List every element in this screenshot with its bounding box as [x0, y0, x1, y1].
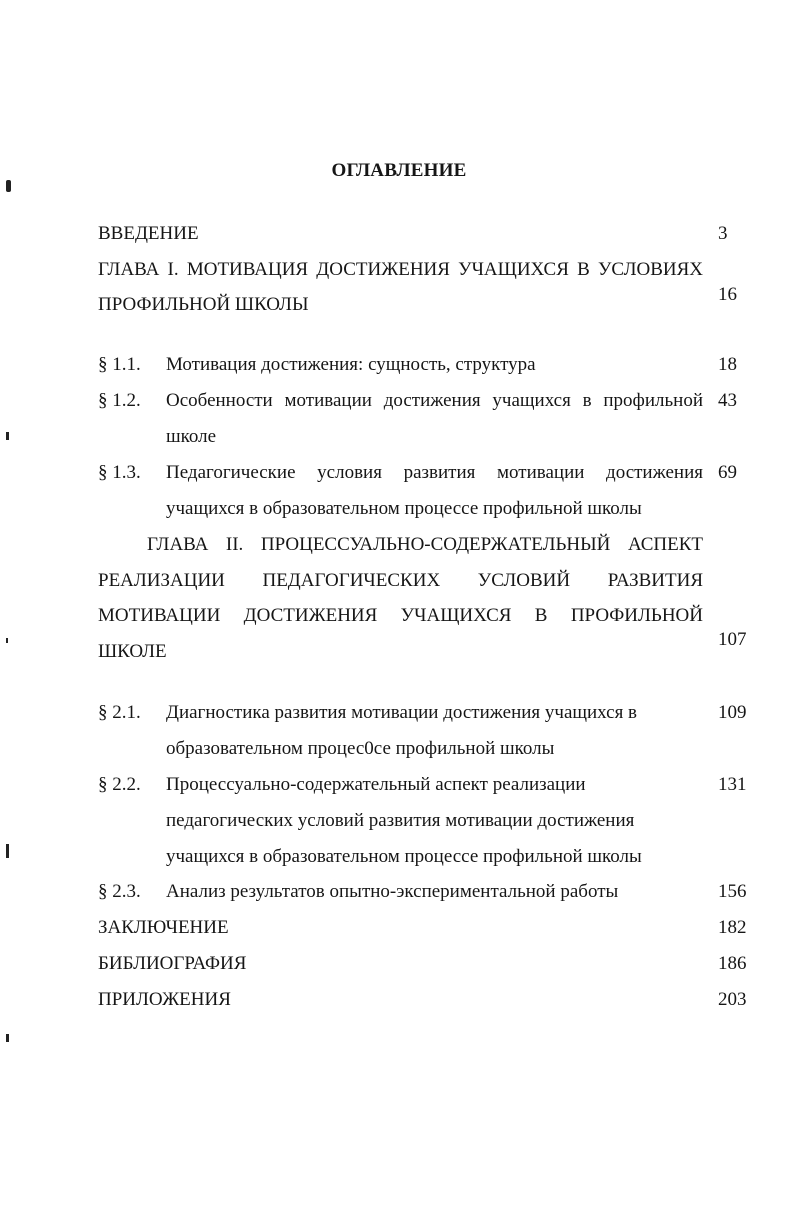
section-title: Особенности мотивации достижения учащихся в профильной	[166, 390, 703, 411]
section-title-cont: учащихся в образовательном процессе профильной школы	[166, 846, 642, 867]
toc-title: ОГЛАВЛЕНИЕ	[331, 160, 467, 181]
chapter1-title-line2: ПРОФИЛЬНОЙ ШКОЛЫ	[98, 294, 309, 315]
section-title: Анализ результатов опытно-экспериментальной работы	[166, 881, 619, 902]
section-number: § 2.1.	[98, 702, 141, 723]
scan-mark	[6, 432, 9, 440]
chapter2-title-line4: ШКОЛЕ	[98, 641, 167, 662]
section-page: 131	[718, 774, 747, 795]
chapter2-title-line1: ГЛАВА II. ПРОЦЕССУАЛЬНО-СОДЕРЖАТЕЛЬНЫЙ АСПЕКТ	[147, 534, 703, 555]
section-title-cont: школе	[166, 426, 217, 447]
section-title: Диагностика развития мотивации достижения учащихся в	[166, 702, 638, 723]
section-title: Процессуально-содержательный аспект реализации	[166, 774, 586, 795]
toc-page-intro: 3	[718, 223, 728, 244]
section-title: Педагогические условия развития мотивации достижения	[166, 462, 703, 483]
section-number: § 1.2.	[98, 390, 141, 411]
toc-page-conclusion: 182	[718, 917, 747, 938]
section-page: 43	[718, 390, 737, 411]
section-number: § 2.2.	[98, 774, 141, 795]
section-number: § 2.3.	[98, 881, 141, 902]
scan-mark	[6, 1034, 9, 1042]
toc-entry-bibliography: БИБЛИОГРАФИЯ	[98, 953, 247, 974]
toc-entry-appendix: ПРИЛОЖЕНИЯ	[98, 989, 231, 1010]
chapter2-title-line3: МОТИВАЦИИ ДОСТИЖЕНИЯ УЧАЩИХСЯ В ПРОФИЛЬНОЙ	[98, 605, 703, 626]
toc-page-appendix: 203	[718, 989, 747, 1010]
section-page: 69	[718, 462, 737, 483]
chapter2-title-line2: РЕАЛИЗАЦИИ ПЕДАГОГИЧЕСКИХ УСЛОВИЙ РАЗВИТИЯ	[98, 570, 703, 591]
section-title-cont: учащихся в образовательном процессе профильной школы	[166, 498, 642, 519]
chapter1-title-line1: ГЛАВА I. МОТИВАЦИЯ ДОСТИЖЕНИЯ УЧАЩИХСЯ В УСЛОВИЯХ	[98, 259, 703, 280]
section-title-cont: образовательном процес0се профильной школы	[166, 738, 555, 759]
section-page: 109	[718, 702, 747, 723]
section-page: 18	[718, 354, 737, 375]
scan-mark	[6, 638, 8, 643]
toc-entry-conclusion: ЗАКЛЮЧЕНИЕ	[98, 917, 229, 938]
section-title-cont: педагогических условий развития мотивации достижения	[166, 810, 635, 831]
chapter1-page: 16	[718, 284, 737, 305]
toc-page-bibliography: 186	[718, 953, 747, 974]
chapter2-page: 107	[718, 629, 747, 650]
section-page: 156	[718, 881, 747, 902]
section-number: § 1.3.	[98, 462, 141, 483]
toc-entry-intro: ВВЕДЕНИЕ	[98, 223, 199, 244]
scan-mark	[6, 844, 9, 858]
section-number: § 1.1.	[98, 354, 141, 375]
section-title: Мотивация достижения: сущность, структура	[166, 354, 536, 375]
